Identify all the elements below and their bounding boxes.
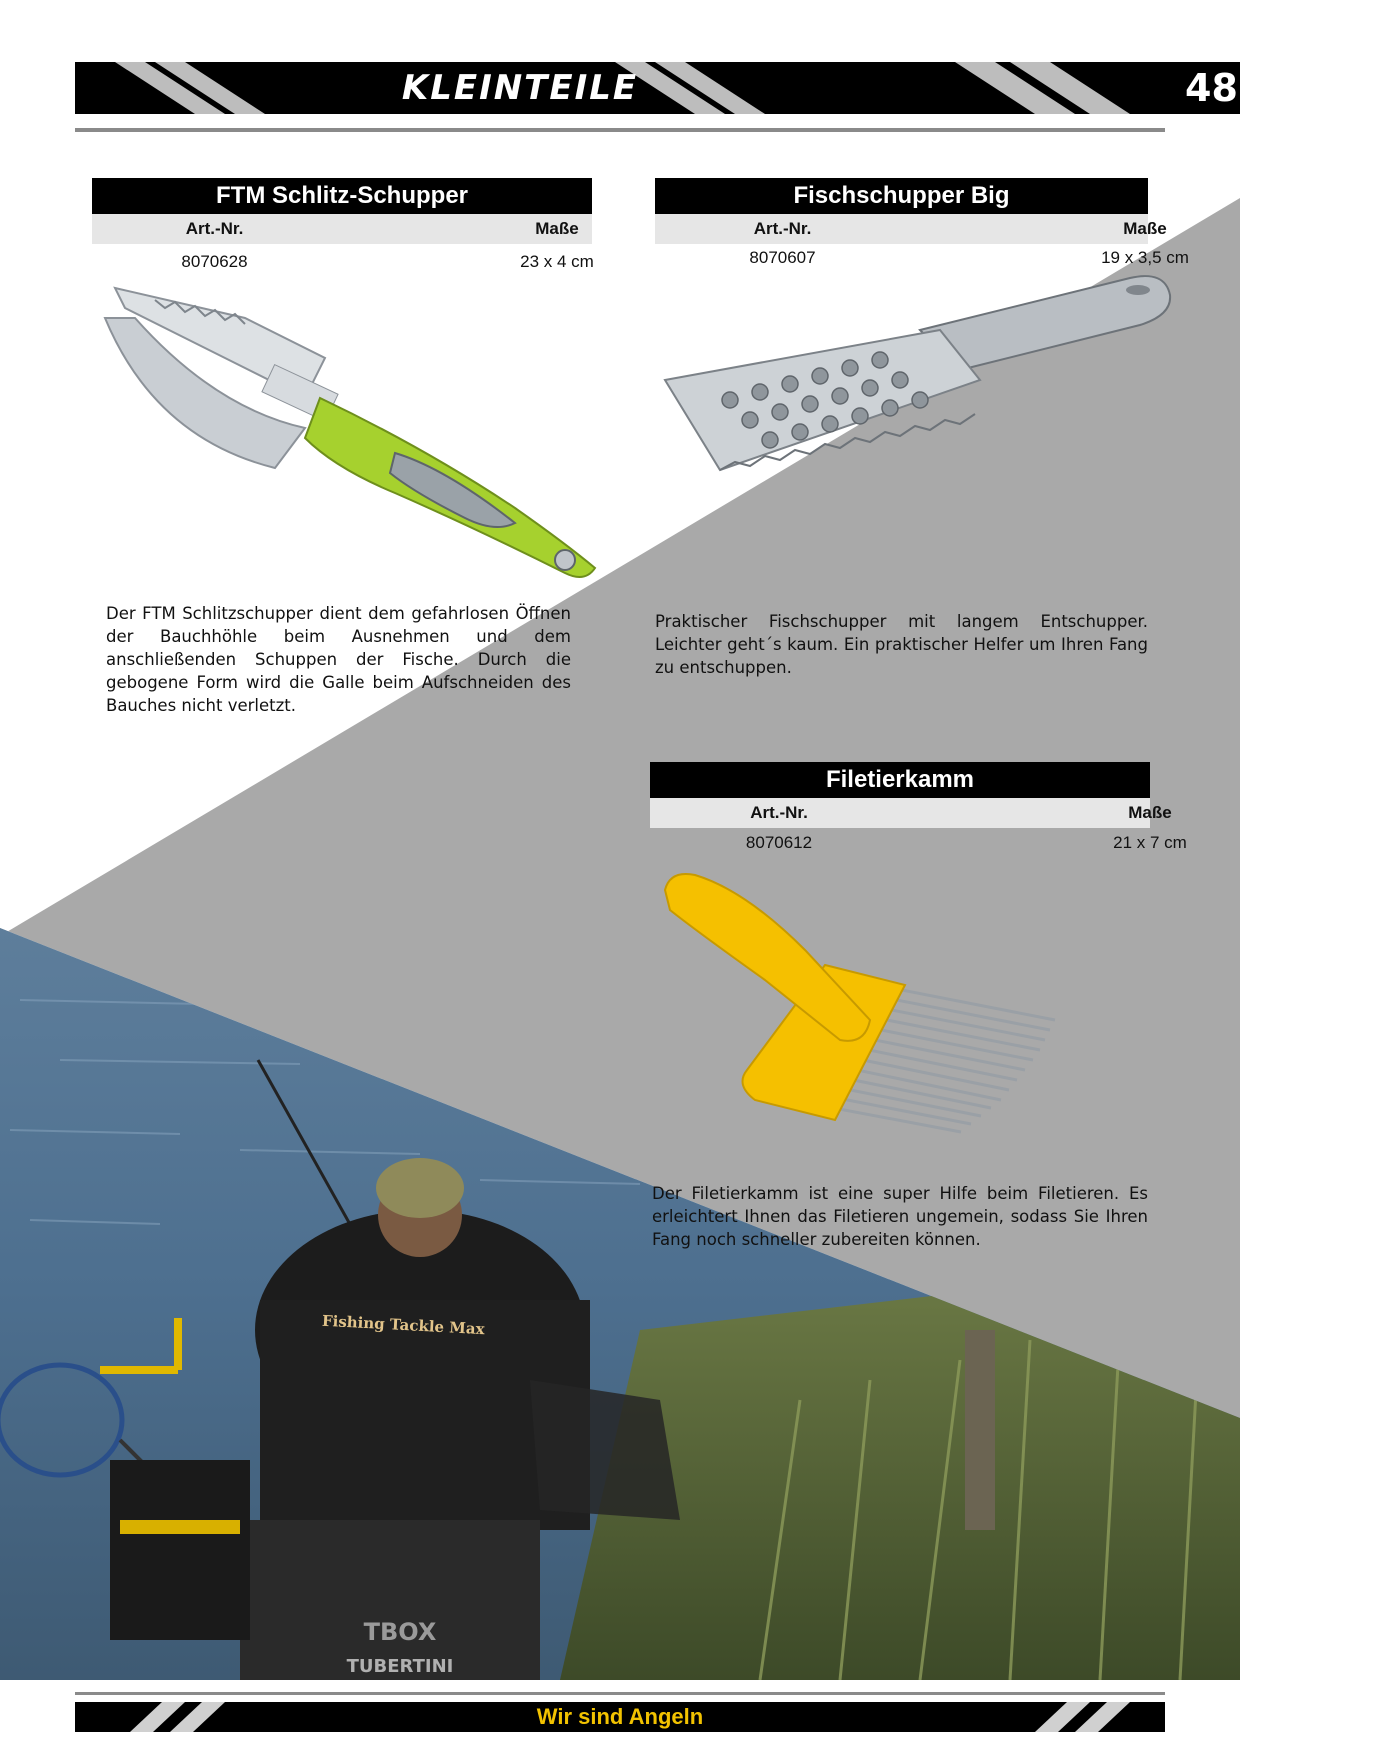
header-bar <box>75 62 1265 114</box>
shirt-text: Fishing Tackle Max <box>321 1311 485 1339</box>
col-masse: Maße <box>1128 803 1172 822</box>
art-nr-value: 8070612 <box>745 833 813 852</box>
size-value: 23 x 4 cm <box>520 252 594 271</box>
schlitz-schupper-image <box>95 278 615 598</box>
product-title-filetierkamm: Filetierkamm <box>650 762 1150 798</box>
col-art-nr: Art.-Nr. <box>753 219 812 238</box>
product-title-fischschupper-big: Fischschupper Big <box>655 178 1148 214</box>
art-nr-value: 8070628 <box>181 252 248 271</box>
filetierkamm-image <box>655 870 1075 1150</box>
col-art-nr: Art.-Nr. <box>750 803 808 822</box>
page-number: 481 <box>1185 66 1265 110</box>
col-art-nr: Art.-Nr. <box>185 219 244 238</box>
footer-slogan: Wir sind Angeln <box>536 1704 704 1729</box>
product-title-schlitz-schupper: FTM Schlitz-Schupper <box>92 178 592 214</box>
size-value: 19 x 3,5 cm <box>1101 248 1189 267</box>
box-brand-text: TUBERTINI <box>346 1656 454 1677</box>
product-description: Praktischer Fischschupper mit langem Entschupper. Leichter geht´s kaum. Ein praktischer Helfer um Ihren Fang zu entschuppen. <box>655 612 1148 677</box>
col-masse: Maße <box>1123 219 1167 238</box>
footer-bar <box>75 1702 1165 1732</box>
header-rule <box>75 128 1165 132</box>
spec-row <box>650 828 1187 858</box>
col-masse: Maße <box>535 219 579 238</box>
footer-rule <box>75 1692 1165 1695</box>
product-description: Der FTM Schlitzschupper dient dem gefahrlosen Öffnen der Bauchhöhle beim Ausnehmen und dem anschließenden Schuppen der Fische. Durch die gebogene Form wird die Galle beim Aufschneiden des Bauches nicht verletzt. <box>106 604 571 715</box>
art-nr-value: 8070607 <box>749 248 816 267</box>
spec-row <box>655 243 1189 273</box>
box-model-text: TBOX <box>363 1618 437 1646</box>
spec-header <box>92 214 592 244</box>
spec-header <box>650 798 1172 828</box>
section-title: KLEINTEILE <box>401 68 639 108</box>
size-value: 21 x 7 cm <box>1113 833 1187 852</box>
spec-header <box>655 214 1167 244</box>
fischschupper-big-image <box>660 270 1175 480</box>
product-description: Der Filetierkamm ist eine super Hilfe beim Filetieren. Es erleichtert Ihnen das Filetieren ungemein, sodass Sie Ihren Fang noch schneller zubereiten können. <box>652 1184 1148 1249</box>
spec-row <box>92 247 592 277</box>
